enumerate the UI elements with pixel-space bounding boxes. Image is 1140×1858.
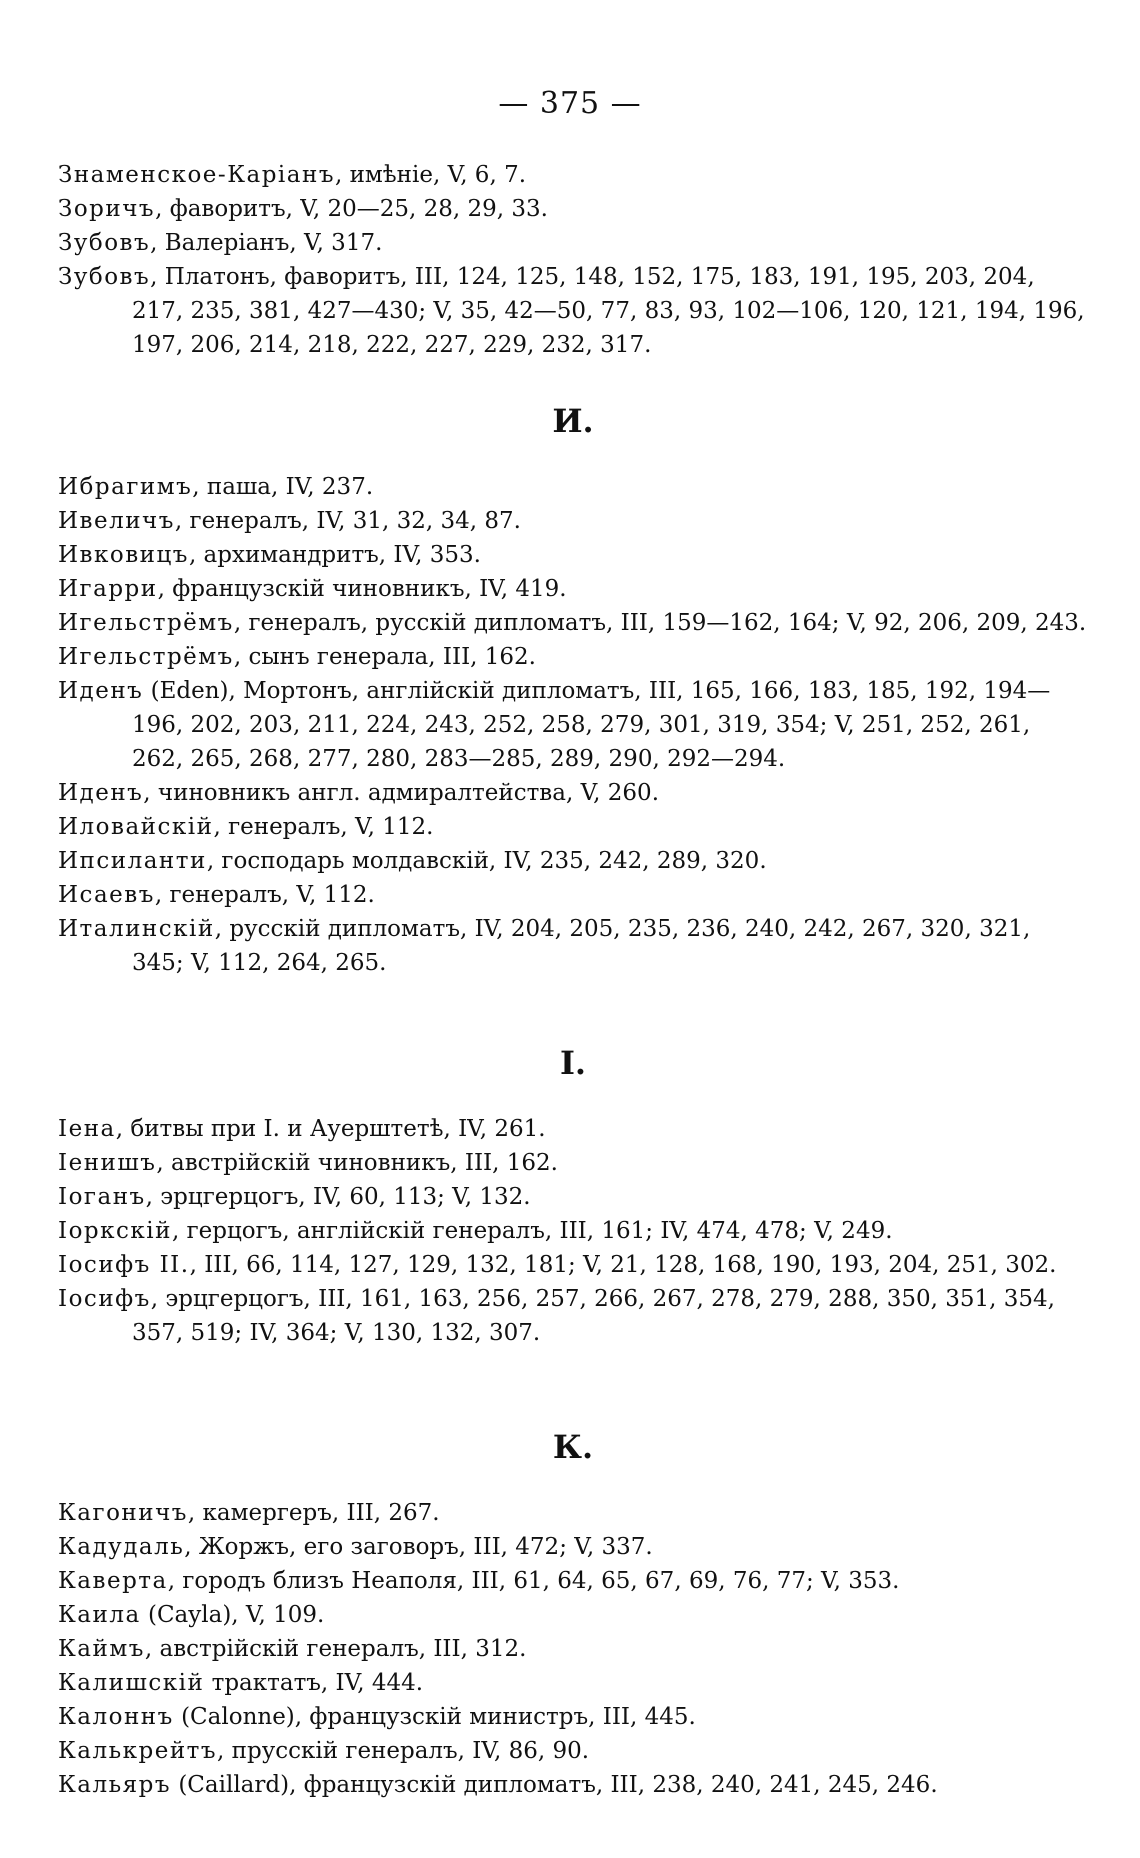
entry-refs: , австрійскій генералъ, III, 312. [144, 1636, 527, 1662]
section-letter: I. [559, 1044, 587, 1082]
entry-refs: , фаворитъ, V, 20—25, 28, 29, 33. [155, 196, 548, 222]
entry-head: Иловайскій [58, 814, 214, 840]
entry-head: Кадудаль [58, 1534, 185, 1560]
index-entry [58, 1734, 1088, 1768]
entry-refs: , господарь молдавскій, IV, 235, 242, 289, 320. [206, 848, 767, 874]
index-entry [58, 674, 1088, 776]
entry-head: Іосифъ [58, 1286, 151, 1312]
entry-refs: , генералъ, русскій дипломатъ, III, 159—162, 164; V, 92, 206, 209, 243. [233, 610, 1087, 636]
entry-head: Ибрагимъ [58, 474, 193, 500]
index-entry [58, 1496, 1088, 1530]
index-entry [58, 640, 1088, 674]
entry-refs: , имѣніе, V, 6, 7. [334, 162, 527, 188]
entry-refs: (Calonne), французскій министръ, III, 445. [173, 1704, 696, 1730]
entry-refs: , генералъ, IV, 31, 32, 34, 87. [174, 508, 521, 534]
entry-head: Ивковицъ [58, 542, 189, 568]
section-i-dotted [58, 1044, 1088, 1350]
entry-refs: , генералъ, V, 112. [154, 882, 375, 908]
entry-head: Кагоничъ [58, 1500, 188, 1526]
index-entry [58, 606, 1088, 640]
index-entry [58, 260, 1088, 362]
entry-head: Знаменское-Каріанъ [58, 162, 335, 188]
index-entry [58, 538, 1088, 572]
section-k [58, 1428, 1088, 1802]
entry-refs: , чиновникъ англ. адмиралтейства, V, 260. [143, 780, 659, 806]
index-entry [58, 1700, 1088, 1734]
index-entry [58, 1598, 1088, 1632]
entry-refs: , архимандритъ, IV, 353. [188, 542, 481, 568]
entry-refs: , паша, IV, 237. [192, 474, 374, 500]
entry-refs: , III, 66, 114, 127, 129, 132, 181; V, 21, 128, 168, 190, 193, 204, 251, 302. [189, 1252, 1057, 1278]
entry-head: Ивеличъ [58, 508, 175, 534]
entry-head: Кальяръ [58, 1772, 172, 1798]
entry-refs: , городъ близъ Неаполя, III, 61, 64, 65, 67, 69, 76, 77; V, 353. [167, 1568, 900, 1594]
index-entry [58, 844, 1088, 878]
index-entry [58, 1282, 1088, 1350]
entry-head: Каверта [58, 1568, 168, 1594]
section-letter: К. [552, 1428, 594, 1466]
index-entry [58, 1214, 1088, 1248]
entry-head: Зубовъ [58, 230, 151, 256]
index-entry [58, 878, 1088, 912]
entry-head: Ипсиланти [58, 848, 207, 874]
index-entry [58, 226, 1088, 260]
section-z [58, 158, 1088, 362]
index-entry [58, 1632, 1088, 1666]
entry-refs: , французскій чиновникъ, IV, 419. [157, 576, 567, 602]
index-entry [58, 158, 1088, 192]
index-entry [58, 192, 1088, 226]
entry-refs: , камергеръ, III, 267. [187, 1500, 440, 1526]
index-entry [58, 1180, 1088, 1214]
index-entry [58, 810, 1088, 844]
entry-refs: (Eden), Мортонъ, англійскій дипломатъ, III, 165, 166, 183, 185, 192, 194—196, 202, 203, 211, 224, 243, 252, 258, 279, 301, 319, 354; V, 251, 252, 261, 262, 265, 268, 277, 280, 283—285, 289, 290, 292—294. [132, 678, 1051, 772]
entry-refs: , эрцгерцогъ, IV, 60, 113; V, 132. [145, 1184, 531, 1210]
index-entry [58, 1248, 1088, 1282]
entry-refs: , русскій дипломатъ, IV, 204, 205, 235, 236, 240, 242, 267, 320, 321, 345; V, 112, 264, 265. [132, 916, 1031, 976]
entry-head: Италинскій [58, 916, 215, 942]
entry-head: Іена [58, 1116, 116, 1142]
entry-refs: , генералъ, V, 112. [213, 814, 434, 840]
section-letter: И. [552, 402, 594, 440]
entry-head: Каймъ [58, 1636, 145, 1662]
index-entry [58, 504, 1088, 538]
index-entry [58, 1530, 1088, 1564]
entry-refs: , австрійскій чиновникъ, III, 162. [156, 1150, 558, 1176]
entry-head: Игельстрёмъ [58, 644, 234, 670]
index-entry [58, 776, 1088, 810]
index-entry [58, 1564, 1088, 1598]
entry-head: Іосифъ II. [58, 1252, 190, 1278]
entry-refs: , Платонъ, фаворитъ, III, 124, 125, 148, 152, 175, 183, 191, 195, 203, 204, 217, 235, 381, 427—430; V, 35, 42—50, 77, 83, 93, 102—106, 120, 121, 194, 196, 197, 206, 214, 218, 222, 227, 229, 232, 317. [132, 264, 1085, 358]
entry-head: Іоркскій [58, 1218, 172, 1244]
index-entry [58, 1666, 1088, 1700]
entry-head: Калькрейтъ [58, 1738, 218, 1764]
entry-refs: , эрцгерцогъ, III, 161, 163, 256, 257, 266, 267, 278, 279, 288, 350, 351, 354, 357, 519; IV, 364; V, 130, 132, 307. [132, 1286, 1055, 1346]
entry-refs: , битвы при І. и Ауерштетѣ, IV, 261. [115, 1116, 546, 1142]
index-entry [58, 1146, 1088, 1180]
entry-head: Игельстрёмъ [58, 610, 234, 636]
entry-refs: , прусскій генералъ, IV, 86, 90. [217, 1738, 590, 1764]
entry-head: Зоричъ [58, 196, 156, 222]
entry-refs: (Caillard), французскій дипломатъ, III, 238, 240, 241, 245, 246. [171, 1772, 938, 1798]
index-entry [58, 572, 1088, 606]
index-entry [58, 470, 1088, 504]
entry-refs: , герцогъ, англійскій генералъ, III, 161; IV, 474, 478; V, 249. [171, 1218, 893, 1244]
page-number: — 375 — [498, 86, 642, 121]
entry-refs: (Cayla), V, 109. [140, 1602, 325, 1628]
entry-head: Иденъ [58, 678, 144, 704]
entry-head: Зубовъ [58, 264, 151, 290]
entry-head: Калишскій [58, 1670, 205, 1696]
entry-head: Калоннъ [58, 1704, 174, 1730]
index-entry [58, 912, 1088, 980]
index-entry [58, 1112, 1088, 1146]
entry-head: Каила [58, 1602, 141, 1628]
entry-refs: , сынъ генерала, III, 162. [233, 644, 536, 670]
index-entry [58, 1768, 1088, 1802]
section-i [58, 402, 1088, 980]
entry-head: Иденъ [58, 780, 144, 806]
entry-refs: трактатъ, IV, 444. [204, 1670, 424, 1696]
entry-head: Исаевъ [58, 882, 155, 908]
entry-head: Іоганъ [58, 1184, 146, 1210]
entry-refs: , Жоржъ, его заговоръ, III, 472; V, 337. [184, 1534, 653, 1560]
entry-head: Игарри [58, 576, 158, 602]
entry-head: Іенишъ [58, 1150, 157, 1176]
entry-refs: , Валеріанъ, V, 317. [150, 230, 383, 256]
